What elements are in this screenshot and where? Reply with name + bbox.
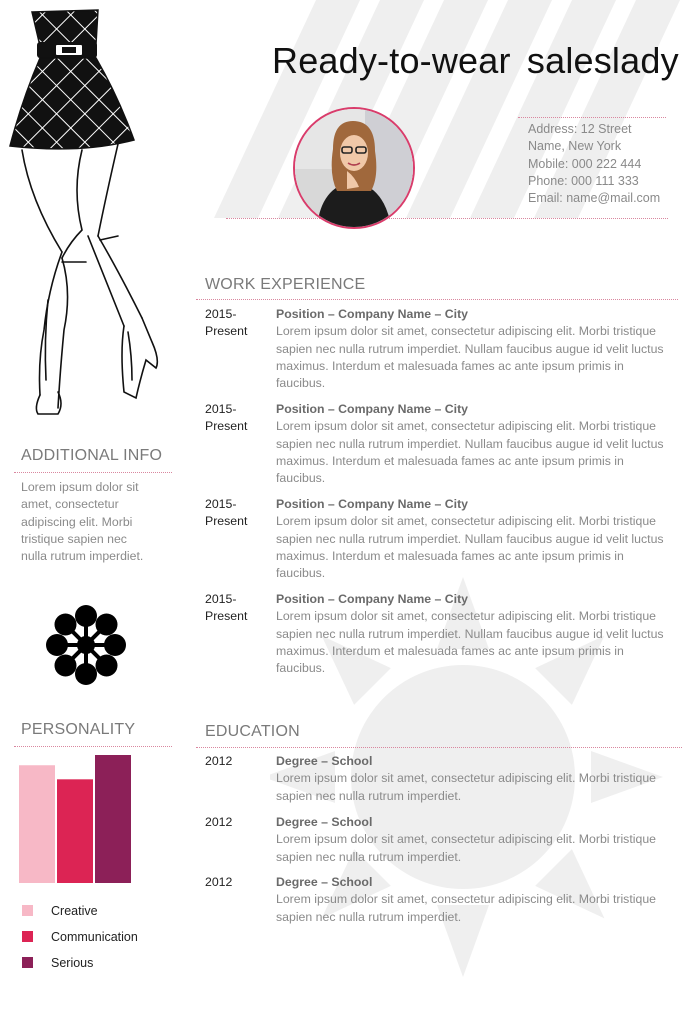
education-entry-body bbox=[276, 814, 674, 866]
header-divider-right bbox=[518, 117, 666, 118]
legend-label: Communication bbox=[51, 930, 138, 944]
legend-item-communication bbox=[22, 930, 138, 944]
legend-swatch bbox=[22, 905, 33, 916]
legend-item-creative bbox=[22, 904, 98, 918]
personality-heading: PERSONALITY bbox=[21, 721, 136, 738]
education-entry-body bbox=[276, 874, 674, 926]
additional-info-text: Lorem ipsum dolor sit amet, consectetur adipiscing elit. Morbi tristique sapien nec nulla rutrum imperdiet. bbox=[21, 480, 144, 564]
work-entry-date: 2015- Present bbox=[205, 307, 248, 339]
bar-communication bbox=[57, 779, 93, 883]
legend-swatch bbox=[22, 931, 33, 942]
legend-label: Creative bbox=[51, 904, 98, 918]
resume-title: Ready-to-wear saleslady bbox=[272, 40, 679, 81]
work-entry-title: Position – Company Name – City bbox=[276, 307, 469, 321]
work-entry-text: Lorem ipsum dolor sit amet, consectetur adipiscing elit. Morbi tristique sapien nec nulla rutrum imperdiet. Nullam faucibus augue id velit luctus maximus. Interdum et malesuada fames ac ante ipsum primis in faucibus. bbox=[276, 514, 664, 581]
contact-city: Name, New York bbox=[528, 139, 622, 154]
work-entry-text: Lorem ipsum dolor sit amet, consectetur adipiscing elit. Morbi tristique sapien nec nulla rutrum imperdiet. Nullam faucibus augue id velit luctus maximus. Interdum et malesuada fames ac ante ipsum primis in faucibus. bbox=[276, 419, 664, 486]
work-entry-text: Lorem ipsum dolor sit amet, consectetur adipiscing elit. Morbi tristique sapien nec nulla rutrum imperdiet. Nullam faucibus augue id velit luctus maximus. Interdum et malesuada fames ac ante ipsum primis in faucibus. bbox=[276, 324, 664, 391]
education-entry-date: 2012 bbox=[205, 875, 233, 889]
legend-swatch bbox=[22, 957, 33, 968]
additional-info-heading: ADDITIONAL INFO bbox=[21, 447, 163, 464]
work-entry-body bbox=[276, 496, 674, 582]
bar-serious bbox=[95, 755, 131, 883]
additional-info-divider bbox=[14, 472, 172, 473]
education-entry-date: 2012 bbox=[205, 815, 233, 829]
header-divider-bottom bbox=[226, 218, 668, 219]
education-entry-title: Degree – School bbox=[276, 815, 373, 829]
education-entry-title: Degree – School bbox=[276, 754, 373, 768]
education-entry-date: 2012 bbox=[205, 754, 233, 768]
contact-phone: Phone: 000 111 333 bbox=[528, 173, 639, 188]
work-entry-date: 2015- Present bbox=[205, 497, 248, 529]
personality-divider bbox=[14, 746, 172, 747]
work-entry-title: Position – Company Name – City bbox=[276, 497, 469, 511]
work-experience-heading: WORK EXPERIENCE bbox=[205, 276, 366, 293]
fashion-figure-icon bbox=[0, 0, 175, 420]
contact-address: Address: 12 Street bbox=[528, 122, 632, 136]
work-entry-body bbox=[276, 401, 674, 487]
contact-email: Email: name@mail.com bbox=[528, 191, 661, 206]
bar-creative bbox=[19, 765, 55, 883]
education-divider bbox=[196, 747, 682, 748]
work-entry-title: Position – Company Name – City bbox=[276, 402, 469, 416]
work-entry-title: Position – Company Name – City bbox=[276, 592, 469, 606]
work-entry-text: Lorem ipsum dolor sit amet, consectetur adipiscing elit. Morbi tristique sapien nec nulla rutrum imperdiet. Nullam faucibus augue id velit luctus maximus. Interdum et malesuada fames ac ante ipsum primis in faucibus. bbox=[276, 609, 664, 676]
education-entry-text: Lorem ipsum dolor sit amet, consectetur adipiscing elit. Morbi tristique sapien nec nulla rutrum imperdiet. bbox=[276, 892, 656, 924]
flower-icon bbox=[42, 604, 130, 686]
education-entry-title: Degree – School bbox=[276, 875, 373, 889]
legend-label: Serious bbox=[51, 956, 94, 970]
legend-item-serious bbox=[22, 956, 93, 970]
work-entry-date: 2015- Present bbox=[205, 592, 248, 624]
education-entry-text: Lorem ipsum dolor sit amet, consectetur adipiscing elit. Morbi tristique sapien nec nulla rutrum imperdiet. bbox=[276, 832, 656, 864]
profile-photo bbox=[293, 107, 415, 229]
education-entry-text: Lorem ipsum dolor sit amet, consectetur adipiscing elit. Morbi tristique sapien nec nulla rutrum imperdiet. bbox=[276, 771, 656, 803]
work-experience-divider bbox=[196, 299, 678, 300]
work-entry-body bbox=[276, 306, 674, 392]
work-entry-body bbox=[276, 591, 674, 677]
education-entry-body bbox=[276, 753, 674, 805]
personality-chart bbox=[19, 755, 135, 885]
education-heading: EDUCATION bbox=[205, 723, 300, 740]
contact-info bbox=[528, 121, 660, 207]
work-entry-date: 2015- Present bbox=[205, 402, 248, 434]
contact-mobile: Mobile: 000 222 444 bbox=[528, 156, 642, 171]
